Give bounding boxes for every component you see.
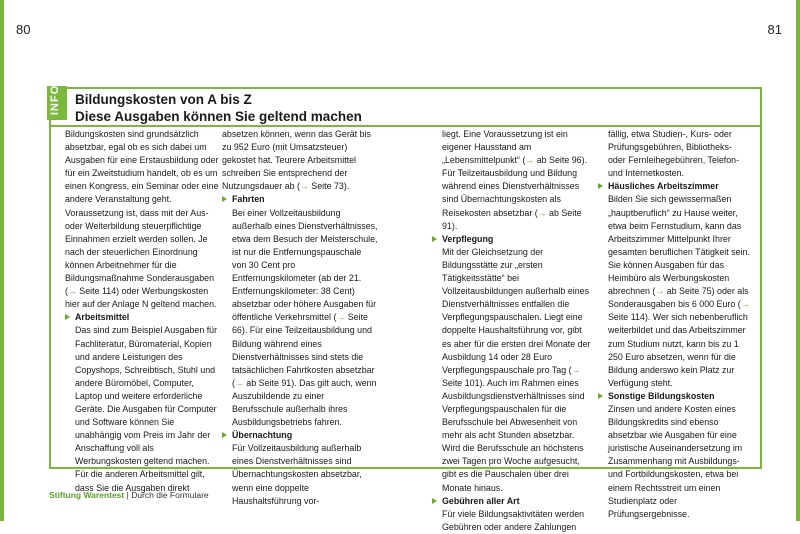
bullet-triangle-icon xyxy=(598,393,603,399)
body-uebernachtung-cont: liegt. Eine Voraussetzung ist ein eigener Hausstand am „Lebensmittelpunkt“ (→ ab Seite 96). Für Teilzeitausbildung und Bildung während eines Dienstverhältnisses sind Übernachtungskosten als Reisekosten absetzbar (→ ab Seite 91). xyxy=(442,129,588,231)
text-column-1 xyxy=(65,128,221,495)
bullet-triangle-icon xyxy=(432,236,437,242)
arrow-icon: → xyxy=(67,286,77,297)
heading-arbeitsmittel: Arbeitsmittel xyxy=(65,311,221,324)
bullet-triangle-icon xyxy=(65,314,70,320)
text-column-3 xyxy=(432,128,592,534)
info-tab-label: INFO xyxy=(49,84,62,116)
text-column-2 xyxy=(222,128,378,508)
info-box-title: Bildungskosten von A bis Z xyxy=(75,92,252,107)
page-footer xyxy=(49,490,209,500)
right-page-edge xyxy=(796,0,800,521)
heading-arbeitszimmer: Häusliches Arbeitszimmer xyxy=(598,180,752,193)
arrow-icon: → xyxy=(655,286,665,297)
arrow-icon: → xyxy=(537,207,547,218)
footer-brand: Stiftung Warentest xyxy=(49,490,125,500)
info-box-subtitle: Diese Ausgaben können Sie geltend machen xyxy=(75,108,362,124)
arrow-icon: → xyxy=(234,377,244,388)
heading-fahrten: Fahrten xyxy=(222,193,378,206)
body-sonstige: Zinsen und andere Kosten eines Bildungskredits sind ebenso absetzbar wie Ausgaben für eine juristische Auseinandersetzung im Zusammenhang mit Ausbildungs- und Fortbildungskosten, etwa bei einem Rechtsstreit um einen Studienplatz oder Prüfungsergebnisse. xyxy=(608,403,743,519)
arrow-icon: → xyxy=(525,155,535,166)
body-arbeitsmittel: Das sind zum Beispiel Ausgaben für Fachliteratur, Büromaterial, Kopien und andere Leistungen des Copyshops, Schreibtisch, Stuhl und andere Büromöbel, Computer, Laptop und weitere erforderliche Geräte. Die Ausgaben für Computer und Software können Sie unabhängig vom Preis im Jahr der Anschaffung voll als Werbungskosten geltend machen. Für die anderen Arbeitsmittel gilt, dass Sie die Ausgaben direkt xyxy=(75,325,218,493)
body-arbeitsmittel-cont: absetzen können, wenn das Gerät bis zu 952 Euro (mit Umsatzsteuer) gekostet hat. Teurere Arbeitsmittel schreiben Sie entsprechend der Nutzungsdauer ab (→ Seite 73). xyxy=(222,129,371,192)
body-gebuehren: Für viele Bildungsaktivitäten werden Gebühren oder andere Zahlungen xyxy=(442,508,585,532)
info-tab xyxy=(47,86,67,120)
page-number-right: 81 xyxy=(767,22,782,37)
text-column-4 xyxy=(598,128,752,521)
body-fahrten: Bei einer Vollzeitausbildung außerhalb eines Dienstverhältnisses, etwa dem Besuch der Meisterschule, ist nur die Entfernungspauschale von 30 Cent pro Entfernungskilometer (ab der 21. Entfernungskilometer: 38 Cent) absetzbar oder höhere Ausgaben für öffentliche Verkehrsmittel (→ Seite 66). Für eine Teilzeitausbildung und Bildung während eines Dienstverhältnisses sind stets die tatsächlichen Fahrtkosten absetzbar (→ ab Seite 91). Das gilt auch, wenn Auszubildende zu einer Berufsschule außerhalb ihres Ausbildungsbetriebs fahren. xyxy=(232,207,378,428)
arrow-icon: → xyxy=(571,364,581,375)
body-verpflegung: Mit der Gleichsetzung der Bildungsstätte zur „ersten Tätigkeitsstätte“ bei Vollzeitausbildungen außerhalb eines Dienstverhältnisses entfallen die Verpflegungspauschalen. Liegt eine doppelte Haushaltsführung vor, gibt es aber für die ersten drei Monate der Ausbildung 14 oder 28 Euro Verpflegungspauschale pro Tag (→ Seite 101). Auch im Rahmen eines Ausbildungsdienstverhältnisses sind Verpflegungspauschalen für die Berufsschule bei Abwesenheit von mehr als acht Stunden absetzbar. Wird die Berufsschule an höchstens zwei Tagen pro Woche aufgesucht, gibt es die Pauschalen über drei Monate hinaus. xyxy=(442,246,591,493)
info-box-heading xyxy=(75,92,362,125)
footer-section: Durch die Formulare xyxy=(131,490,209,500)
arrow-icon: → xyxy=(336,312,346,323)
arrow-icon: → xyxy=(299,181,309,192)
bullet-triangle-icon xyxy=(222,196,227,202)
body-uebernachtung: Für Vollzeitausbildung außerhalb eines Dienstverhältnisses sind Übernachtungskosten absetzbar, wenn eine doppelte Haushaltsführung vor- xyxy=(232,443,362,506)
bullet-triangle-icon xyxy=(598,183,603,189)
body-gebuehren-cont: fällig, etwa Studien-, Kurs- oder Prüfungsgebühren, Bibliotheks- oder Fernleihegebühren, Telefon- und Internetkosten. xyxy=(608,129,740,179)
page-number-left: 80 xyxy=(16,22,31,37)
footer-separator: | xyxy=(124,490,132,500)
heading-verpflegung: Verpflegung xyxy=(432,233,592,246)
title-divider xyxy=(49,125,762,127)
heading-gebuehren: Gebühren aller Art xyxy=(432,495,592,508)
bullet-triangle-icon xyxy=(222,432,227,438)
arrow-icon: → xyxy=(740,299,750,310)
body-arbeitszimmer: Bilden Sie sich gewissermaßen „hauptberuflich“ zu Hause weiter, etwa beim Fernstudium, kann das Arbeitszimmer Mittelpunkt Ihrer gesamten beruflichen Tätigkeit sein. Sie können Ausgaben für das Heimbüro als Werbungskosten abrechnen (→ ab Seite 75) oder als Sonderausgaben bis 6 000 Euro (→ Seite 114). Wer sich nebenberuflich weiterbildet und das Arbeitszimmer zum Studium nutzt, kann bis zu 1 250 Euro absetzen, wenn für die Bildung anderswo kein Platz zur Verfügung steht. xyxy=(608,194,750,388)
heading-sonstige: Sonstige Bildungskosten xyxy=(598,390,752,403)
left-page-edge xyxy=(0,0,4,521)
intro-paragraph: Bildungskosten sind grundsätzlich absetzbar, egal ob es sich dabei um Ausgaben für eine Erstausbildung oder für ein Zweitstudium handelt, ob es um einen Kongress, ein Seminar oder eine andere Veranstaltung geht. Voraussetzung ist, dass mit der Aus- oder Weiterbildung steuerpflichtige Einnahmen erzielt werden sollen. Je nach der steuerlichen Einordnung können Arbeitnehmer für die Bildungsmaßnahme Sonderausgaben (→ Seite 114) oder Werbungskosten hier auf der Anlage N geltend machen. xyxy=(65,129,219,310)
bullet-triangle-icon xyxy=(432,498,437,504)
heading-uebernachtung: Übernachtung xyxy=(222,429,378,442)
